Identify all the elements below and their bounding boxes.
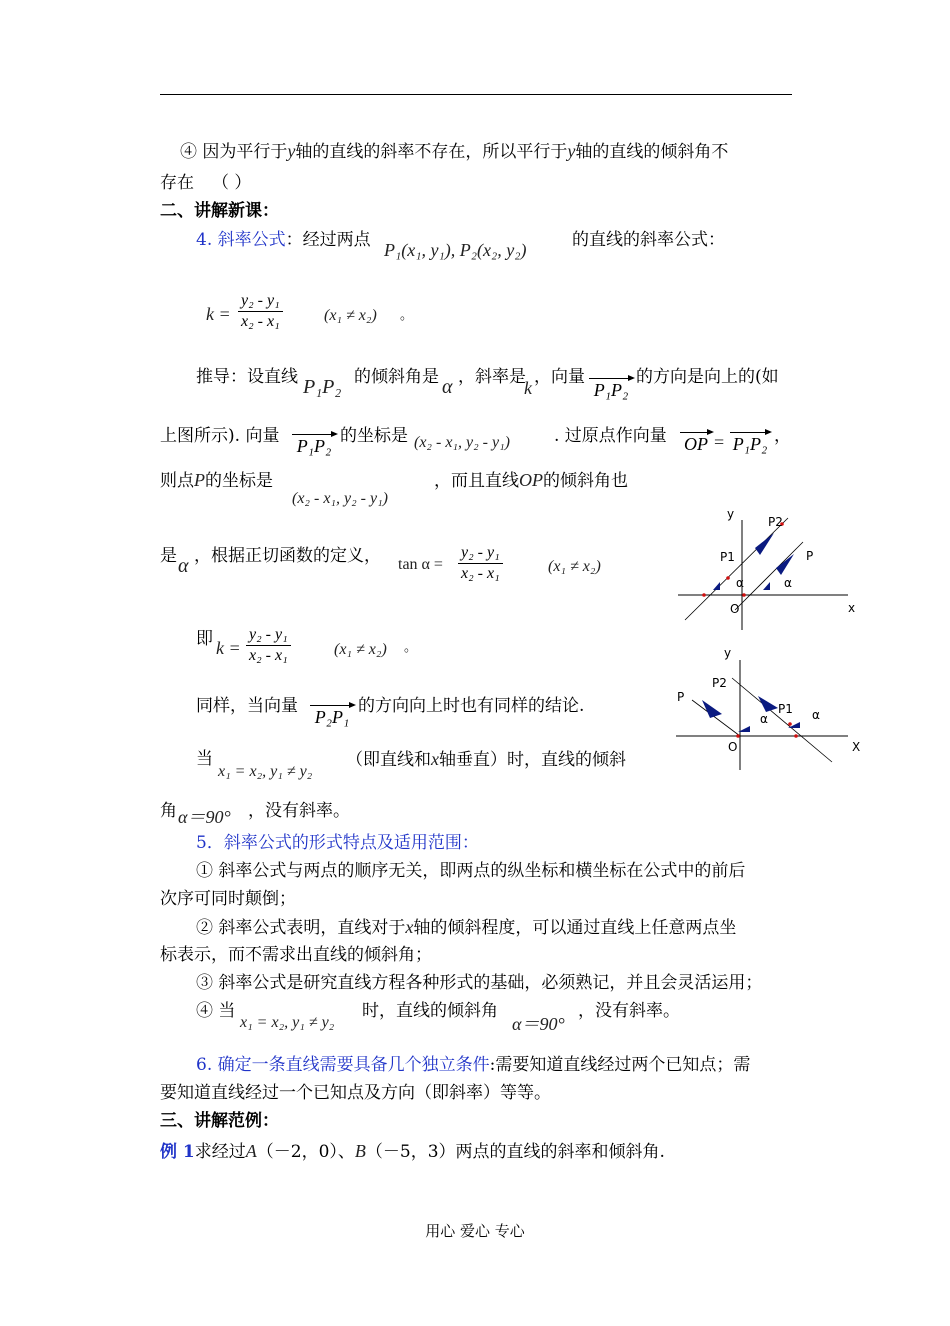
fig1-p1-label: P1: [720, 550, 735, 564]
condition-2: (x₁ ≠ x₂): [548, 558, 601, 575]
derivation-1a: 推导：设直线: [196, 367, 298, 387]
vector-p1p2-2: P₁P₂: [292, 434, 336, 457]
k-equals: k =: [206, 304, 231, 324]
derivation-1e: 的方向是向上的(如: [636, 367, 779, 387]
equals: =: [714, 432, 725, 452]
fig2-p2-label: P2: [712, 676, 727, 690]
slope-fraction-2: $\frac{\text{y₂ - y₁}}{\text{x₂ - x₁}}$: [246, 626, 291, 665]
comma: ，: [774, 426, 791, 446]
vector-op: OP: [680, 432, 712, 455]
derivation-1d: ，向量: [534, 367, 585, 387]
vector-coord: (x₂ - x₁, y₂ - y₁): [414, 434, 510, 451]
fig1-p2-label: P2: [768, 515, 783, 529]
two-points: P₁(x₁, y₁), P₂(x₂, y₂): [384, 240, 527, 260]
k-var: k: [524, 378, 532, 398]
slope-formula-tail: 的直线的斜率公式：: [572, 230, 725, 250]
section-5-heading: 5．斜率公式的形式特点及适用范围：: [196, 833, 479, 853]
derivation-4b: ，根据正切函数的定义，: [194, 546, 381, 566]
vector-p1p2-3: P₁P₂: [730, 432, 770, 455]
tan-alpha: tan α =: [398, 556, 443, 573]
slope-diagrams: [670, 500, 870, 800]
derivation-1c: ，斜率是: [458, 367, 526, 387]
when: 当: [196, 749, 213, 769]
point-2c: 标表示，而不需求出直线的倾斜角；: [160, 945, 432, 965]
point-4b: 时，直线的倾斜角: [362, 1001, 498, 1021]
fig1-alpha-b: α: [784, 576, 792, 590]
arrow-p1p2-1: [755, 533, 774, 555]
point-1a: ① 斜率公式与两点的顺序无关，即两点的纵坐标和横坐标在公式中的前后: [196, 861, 746, 881]
fig1-p-label: P: [806, 549, 814, 563]
thus: 即: [196, 629, 213, 649]
point-1b: 次序可同时颠倒；: [160, 889, 296, 909]
fig2-alpha-b: α: [812, 708, 820, 722]
vector-p2p1: P₂P₁: [310, 705, 354, 728]
example-1: 例 1求经过A（－2，0）、B（－5，3）两点的直线的斜率和倾斜角.: [160, 1141, 665, 1162]
line-op-2: [692, 700, 740, 736]
section-3-heading: 三、讲解范例：: [160, 1111, 279, 1131]
q4-line: ④ 因为平行于y轴的直线的斜率不存在，所以平行于y轴的直线的倾斜角不: [180, 141, 729, 162]
same-b: 的方向向上时也有同样的结论.: [358, 696, 585, 716]
vertical-condition-2: x₁ = x₂, y₁ ≠ y₂: [240, 1014, 335, 1031]
figure-1: [678, 518, 848, 630]
p1-dot-1: [726, 576, 730, 580]
point-p-coord: (x₂ - x₁, y₂ - y₁): [292, 490, 388, 507]
tan-fraction: $\frac{\text{y₂ - y₁}}{\text{x₂ - x₁}}$: [458, 544, 503, 583]
slope-formula-line: 4. 斜率公式：经过两点: [196, 230, 371, 250]
intercept-dot-1: [702, 593, 706, 597]
fig1-x-label: x: [848, 601, 856, 615]
intercept-dot-2: [794, 734, 798, 738]
derivation-2c: . 过原点作向量: [554, 426, 667, 446]
alpha-90-2: α＝90°: [512, 1014, 565, 1034]
fig2-alpha-a: α: [760, 712, 768, 726]
alpha: α: [442, 376, 453, 398]
fig2-y-label: y: [724, 646, 732, 660]
fig2-p1-label: P1: [778, 702, 793, 716]
vector-p1p2: P₁P₂: [589, 378, 633, 401]
fig1-alpha-a: α: [736, 576, 744, 590]
derivation-3b: ，而且直线OP的倾斜角也: [434, 470, 628, 491]
section-6b: 要知道直线经过一个已知点及方向（即斜率）等等。: [160, 1083, 551, 1103]
point-3: ③ 斜率公式是研究直线方程各种形式的基础，必须熟记，并且会灵活运用；: [196, 973, 763, 993]
arrow-p2p1-2: [758, 696, 778, 712]
fig1-y-label: y: [727, 507, 735, 521]
period: 。: [400, 308, 414, 323]
fig1-origin-label: O: [730, 602, 740, 616]
fig2-x-label: X: [852, 740, 861, 754]
vertical-text: （即直线和x轴垂直）时，直线的倾斜: [346, 749, 626, 770]
derivation-4a: 是: [160, 546, 177, 566]
origin-dot-2: [736, 734, 740, 738]
q4-line-2: 存在 （ ）: [160, 173, 252, 193]
vertical-condition: x₁ = x₂, y₁ ≠ y₂: [218, 763, 313, 780]
slope-fraction: $\frac{\text{y₂ - y₁}}{\text{x₂ - x₁}}$: [238, 292, 283, 331]
angle-mark-1a: [713, 582, 720, 590]
alpha-90: α＝90°: [178, 807, 231, 827]
derivation-2b: 的坐标是: [340, 426, 408, 446]
no-slope: ，没有斜率。: [248, 801, 350, 821]
alpha-2: α: [178, 555, 189, 577]
fig2-p-label: P: [677, 690, 685, 704]
arrow-op-1: [776, 554, 794, 575]
section-2-heading: 二、讲解新课：: [160, 201, 279, 221]
period-2: 。: [404, 640, 418, 655]
origin-dot-1: [742, 593, 746, 597]
arrow-op-2: [702, 700, 722, 718]
page-footer: 用心 爱心 专心: [425, 1222, 525, 1240]
condition-3: (x₁ ≠ x₂): [334, 641, 387, 658]
line-op-1: [735, 542, 803, 610]
point-4a: ④ 当: [196, 1001, 236, 1021]
point-2a: ② 斜率公式表明，直线对于x轴的倾斜程度，可以通过直线上任意两点坐: [196, 917, 737, 938]
angle-mark-1b: [763, 582, 770, 590]
section-6: 6. 确定一条直线需要具备几个独立条件:需要知道直线经过两个已知点；需: [196, 1055, 751, 1075]
line-p1p2: P₁P₂: [303, 376, 342, 398]
derivation-2a: 上图所示). 向量: [160, 426, 280, 446]
no-slope-2: ，没有斜率。: [578, 1001, 680, 1021]
header-rule: [160, 94, 792, 95]
p1-dot-2: [788, 722, 792, 726]
k-equals-2: k =: [216, 638, 241, 658]
same-a: 同样，当向量: [196, 696, 298, 716]
fig2-origin-label: O: [728, 740, 738, 754]
derivation-1b: 的倾斜角是: [354, 367, 439, 387]
derivation-3: 则点P的坐标是: [160, 470, 273, 491]
condition: (x₁ ≠ x₂): [324, 307, 377, 324]
angle-word: 角: [160, 801, 177, 821]
